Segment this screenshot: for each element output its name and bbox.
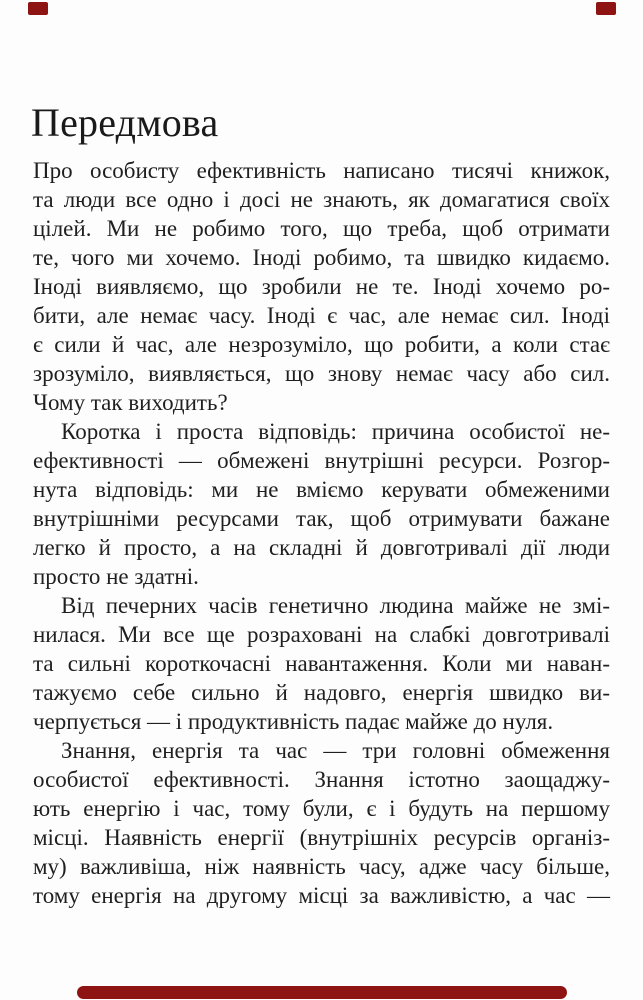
text-line: внутрішніми ресурсами так, щоб отримувати бажане <box>33 506 610 531</box>
text-line: цілей. Ми не робимо того, що треба, щоб отримати <box>33 216 610 241</box>
text-line: нилася. Ми все ще розраховані на слабкі довготривалі <box>33 622 610 647</box>
text-line: ють енергію і час, тому були, є і будуть на першому <box>33 796 610 821</box>
text-line: тажуємо себе сильно й надовго, енергія швидко ви- <box>33 680 610 705</box>
text-line: особистої ефективності. Знання істотно заощаджу- <box>33 767 610 792</box>
text-line: є сили й час, але незрозуміло, що робити, а коли стає <box>33 332 610 357</box>
text-line: те, чого ми хочемо. Іноді робимо, та швидко кидаємо. <box>33 245 610 270</box>
page-corner-mark-right <box>596 2 616 15</box>
text-line: та люди все одно і досі не знають, як домагатися своїх <box>33 187 610 212</box>
chapter-title: Передмова <box>31 99 219 145</box>
text-line: Від печерних часів генетично людина майже не змі- <box>61 593 610 618</box>
text-line: нута відповідь: ми не вміємо керувати обмеженими <box>33 477 610 502</box>
text-line: черпується — і продуктивність падає майже до нуля. <box>33 709 554 734</box>
page-corner-mark-left <box>28 2 48 15</box>
text-line: легко й просто, а на складні й довготривалі дії люди <box>33 535 610 560</box>
text-line: Коротка і проста відповідь: причина особистої не- <box>61 419 610 444</box>
text-line: ефективності — обмежені внутрішні ресурси. Розгор- <box>33 448 610 473</box>
text-line: тому енергія на другому місці за важливістю, а час — <box>33 883 610 908</box>
text-line: Знання, енергія та час — три головні обмеження <box>61 738 610 763</box>
text-line: Іноді виявляємо, що зробили не те. Іноді хочемо ро- <box>33 274 610 299</box>
text-line: Про особисту ефективність написано тисячі книжок, <box>33 158 610 183</box>
body-text <box>33 156 610 910</box>
text-line: Чому так виходить? <box>33 390 228 415</box>
text-line: місці. Наявність енергії (внутрішніх ресурсів організ- <box>33 825 610 850</box>
text-line: бити, але немає часу. Іноді є час, але немає сил. Іноді <box>33 303 610 328</box>
text-line: та сильні короткочасні навантаження. Коли ми наван- <box>33 651 610 676</box>
text-line: просто не здатні. <box>33 564 199 589</box>
text-line: зрозуміло, виявляється, що знову немає часу або сил. <box>33 361 610 386</box>
reading-progress-bar[interactable] <box>77 986 567 999</box>
text-line: му) важливіша, ніж наявність часу, адже часу більше, <box>33 854 610 879</box>
